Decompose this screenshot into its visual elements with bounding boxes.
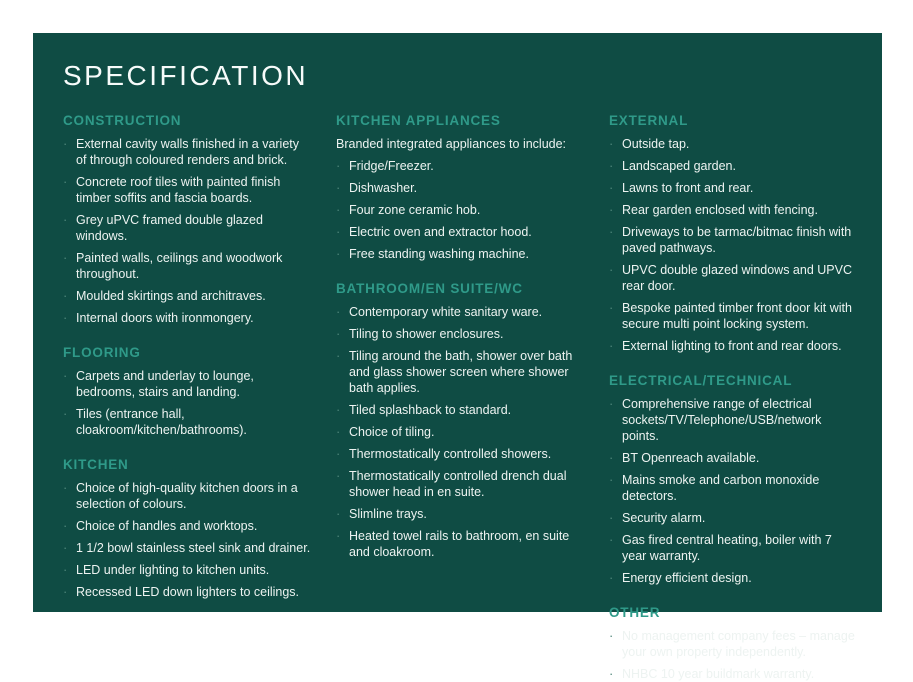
list-item [63,518,312,534]
item-text: No management company fees – manage your own property independently. [622,629,855,659]
list-item [63,584,312,600]
bullet-dot-icon: · [336,304,341,319]
list-item [336,446,585,462]
item-text: Choice of tiling. [349,425,435,439]
list-item [336,224,585,240]
list-item [336,348,585,396]
columns [63,113,855,682]
section-bathroom-en-suite-wc [336,281,585,560]
list-item [63,480,312,512]
item-list [609,628,858,682]
item-text: Tiles (entrance hall, cloakroom/kitchen/bathrooms). [76,407,247,437]
bullet-dot-icon: · [336,424,341,439]
list-item [336,158,585,174]
section-heading: BATHROOM/EN SUITE/WC [336,281,523,296]
section-construction [63,113,312,326]
bullet-dot-icon: · [336,246,341,261]
item-text: Comprehensive range of electrical sockets/TV/Telephone/USB/network points. [622,397,822,443]
bullet-dot-icon: · [609,396,614,411]
item-text: Lawns to front and rear. [622,181,754,195]
list-item [336,424,585,440]
section-heading: KITCHEN APPLIANCES [336,113,501,128]
item-text: Landscaped garden. [622,159,736,173]
list-item [63,174,312,206]
section-kitchen-appliances [336,113,585,262]
bullet-dot-icon: · [336,402,341,417]
item-text: Thermostatically controlled drench dual shower head in en suite. [349,469,567,499]
list-item [63,406,312,438]
section-heading: EXTERNAL [609,113,689,128]
bullet-dot-icon: · [609,338,614,353]
item-list [63,136,312,326]
column-2 [336,113,585,682]
section-heading: ELECTRICAL/TECHNICAL [609,373,793,388]
item-text: Outside tap. [622,137,690,151]
item-text: LED under lighting to kitchen units. [76,563,270,577]
bullet-dot-icon: · [63,368,68,383]
list-item [609,338,858,354]
list-item [609,510,858,526]
item-text: Tiling around the bath, shower over bath and glass shower screen where shower bath applies. [349,349,573,395]
bullet-dot-icon: · [63,584,68,599]
list-item [336,468,585,500]
bullet-dot-icon: · [609,136,614,151]
bullet-dot-icon: · [63,212,68,227]
bullet-dot-icon: · [609,180,614,195]
item-list [609,396,858,586]
bullet-dot-icon: · [609,450,614,465]
item-text: UPVC double glazed windows and UPVC rear door. [622,263,852,293]
item-text: 1 1/2 bowl stainless steel sink and drainer. [76,541,311,555]
bullet-dot-icon: · [63,310,68,325]
list-item [609,472,858,504]
bullet-dot-icon: · [336,180,341,195]
section-heading: FLOORING [63,345,141,360]
list-item [609,450,858,466]
item-text: Heated towel rails to bathroom, en suite and cloakroom. [349,529,570,559]
column-3 [609,113,858,682]
list-item [63,212,312,244]
list-item [336,304,585,320]
item-text: Bespoke painted timber front door kit with secure multi point locking system. [622,301,852,331]
list-item [609,628,858,660]
bullet-dot-icon: · [609,202,614,217]
item-text: Tiling to shower enclosures. [349,327,504,341]
item-text: Thermostatically controlled showers. [349,447,552,461]
section-heading: OTHER [609,605,661,620]
item-text: Slimline trays. [349,507,427,521]
section-flooring [63,345,312,438]
item-text: Tiled splashback to standard. [349,403,512,417]
list-item [63,136,312,168]
list-item [609,224,858,256]
list-item [336,246,585,262]
item-list [336,304,585,560]
list-item [336,528,585,560]
list-item [336,402,585,418]
item-list [63,368,312,438]
list-item [336,506,585,522]
item-text: Contemporary white sanitary ware. [349,305,543,319]
list-item [609,666,858,682]
item-text: Energy efficient design. [622,571,752,585]
bullet-dot-icon: · [336,326,341,341]
list-item [609,532,858,564]
bullet-dot-icon: · [609,532,614,547]
bullet-dot-icon: · [63,174,68,189]
list-item [63,310,312,326]
bullet-dot-icon: · [336,202,341,217]
bullet-dot-icon: · [609,510,614,525]
bullet-dot-icon: · [63,480,68,495]
item-list [336,158,585,262]
list-item [609,136,858,152]
bullet-dot-icon: · [609,472,614,487]
list-item [63,368,312,400]
item-text: Choice of handles and worktops. [76,519,258,533]
section-intro: Branded integrated appliances to include: [336,137,567,151]
item-text: NHBC 10 year buildmark warranty. [622,667,815,681]
item-text: Painted walls, ceilings and woodwork throughout. [76,251,283,281]
item-list [63,480,312,600]
bullet-dot-icon: · [609,666,614,681]
list-item [609,300,858,332]
item-list [609,136,858,354]
list-item [609,180,858,196]
section-electrical-technical [609,373,858,586]
item-text: Carpets and underlay to lounge, bedrooms, stairs and landing. [76,369,254,399]
item-text: External cavity walls finished in a variety of through coloured renders and brick. [76,137,300,167]
list-item [609,202,858,218]
bullet-dot-icon: · [63,406,68,421]
item-text: BT Openreach available. [622,451,760,465]
item-text: Driveways to be tarmac/bitmac finish with paved pathways. [622,225,852,255]
list-item [63,562,312,578]
bullet-dot-icon: · [609,300,614,315]
list-item [63,540,312,556]
bullet-dot-icon: · [336,506,341,521]
bullet-dot-icon: · [336,528,341,543]
item-text: Electric oven and extractor hood. [349,225,532,239]
bullet-dot-icon: · [609,158,614,173]
bullet-dot-icon: · [609,224,614,239]
item-text: Four zone ceramic hob. [349,203,481,217]
list-item [63,288,312,304]
bullet-dot-icon: · [336,158,341,173]
list-item [609,396,858,444]
item-text: Internal doors with ironmongery. [76,311,254,325]
list-item [609,158,858,174]
specification-card [33,33,882,681]
item-text: Dishwasher. [349,181,418,195]
bullet-dot-icon: · [63,540,68,555]
item-text: Gas fired central heating, boiler with 7 year warranty. [622,533,832,563]
item-text: Recessed LED down lighters to ceilings. [76,585,300,599]
list-item [63,250,312,282]
list-item [609,262,858,294]
column-1 [63,113,312,682]
item-text: Moulded skirtings and architraves. [76,289,266,303]
list-item [336,180,585,196]
list-item [336,326,585,342]
bullet-dot-icon: · [63,518,68,533]
section-external [609,113,858,354]
bullet-dot-icon: · [609,570,614,585]
item-text: External lighting to front and rear doors. [622,339,842,353]
list-item [336,202,585,218]
list-item [609,570,858,586]
item-text: Concrete roof tiles with painted finish timber soffits and fascia boards. [76,175,281,205]
section-kitchen [63,457,312,600]
bullet-dot-icon: · [336,224,341,239]
bullet-dot-icon: · [609,262,614,277]
bullet-dot-icon: · [63,250,68,265]
bullet-dot-icon: · [336,348,341,363]
bullet-dot-icon: · [609,628,614,643]
item-text: Mains smoke and carbon monoxide detectors. [622,473,820,503]
item-text: Fridge/Freezer. [349,159,434,173]
bullet-dot-icon: · [63,562,68,577]
item-text: Free standing washing machine. [349,247,529,261]
bullet-dot-icon: · [336,468,341,483]
section-other [609,605,858,682]
item-text: Choice of high-quality kitchen doors in a selection of colours. [76,481,298,511]
section-heading: CONSTRUCTION [63,113,182,128]
section-heading: KITCHEN [63,457,129,472]
item-text: Security alarm. [622,511,706,525]
bullet-dot-icon: · [336,446,341,461]
bullet-dot-icon: · [63,136,68,151]
bullet-dot-icon: · [63,288,68,303]
page-title: SPECIFICATION [63,60,309,91]
item-text: Grey uPVC framed double glazed windows. [76,213,263,243]
item-text: Rear garden enclosed with fencing. [622,203,818,217]
